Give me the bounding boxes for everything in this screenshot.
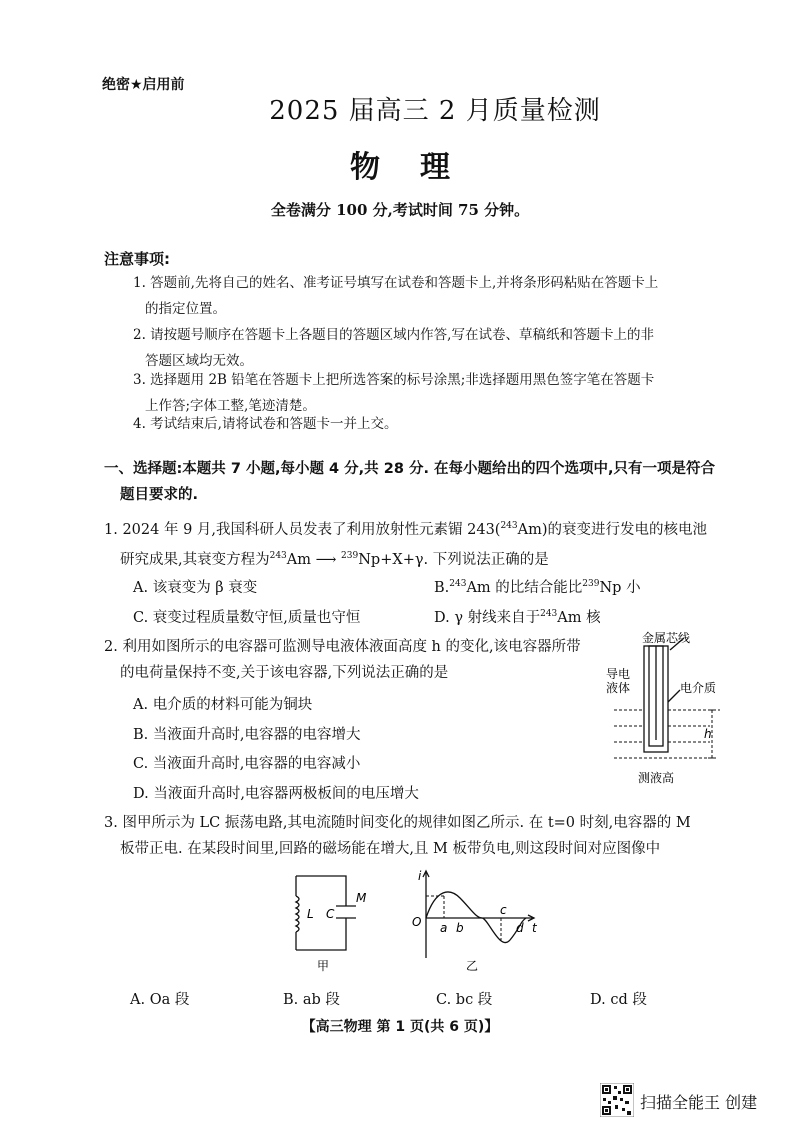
subject-title: 物理 bbox=[350, 150, 490, 185]
q2-option-b: B. 当液面升高时,电容器的电容增大 bbox=[133, 727, 361, 743]
inductor-coil bbox=[296, 896, 299, 932]
page-footer: 【高三物理 第 1 页(共 6 页)】 bbox=[301, 1019, 499, 1035]
exam-title: 2025 届高三 2 月质量检测 bbox=[269, 96, 601, 126]
notice-item-2: 2. 请按题号顺序在答题卡上各题目的答题区域内作答,写在试卷、草稿纸和答题卡上的非 答题区域均无效。 bbox=[133, 327, 654, 369]
svg-text:i: i bbox=[418, 869, 422, 883]
question-1 bbox=[104, 513, 734, 573]
q3-option-a: A. Oa 段 bbox=[130, 992, 190, 1008]
q1-option-a: A. 该衰变为 β 衰变 bbox=[133, 580, 258, 596]
notice-item-4: 4. 考试结束后,请将试卷和答题卡一并上交。 bbox=[133, 416, 398, 432]
svg-text:b: b bbox=[456, 921, 464, 935]
label-liquid-2: 液体 bbox=[606, 681, 631, 695]
label-h: h bbox=[704, 727, 712, 741]
q1-option-c: C. 衰变过程质量数守恒,质量也守恒 bbox=[133, 610, 361, 626]
q3-option-c: C. bc 段 bbox=[436, 992, 493, 1008]
svg-text:c: c bbox=[500, 903, 507, 917]
svg-text:t: t bbox=[532, 921, 537, 935]
q2-option-d: D. 当液面升高时,电容器两极板间的电压增大 bbox=[133, 786, 419, 802]
svg-text:甲: 甲 bbox=[317, 959, 330, 973]
question-2: 2. 利用如图所示的电容器可监测导电液体液面高度 h 的变化,该电容器所带 的电荷量保持不变,关于该电容器,下列说法正确的是 bbox=[104, 639, 581, 681]
svg-text:d: d bbox=[516, 921, 524, 935]
capacitor-liquid-figure bbox=[600, 628, 730, 788]
lc-circuit-figure bbox=[276, 866, 376, 978]
q1-line-2: 研究成果,其衰变方程为$^{243}$Am ⟶ $^{239}$Np+X+γ. 下列说法正确的是 bbox=[120, 551, 549, 568]
q1-line-1: 1. 2024 年 9 月,我国科研人员发表了利用放射性元素镅 243($^{243}$Am)的衰变进行发电的核电池 bbox=[104, 513, 734, 543]
nuclide: $^{243}$Am bbox=[500, 521, 542, 538]
label-metal-core: 金属芯线 bbox=[642, 631, 691, 645]
scanner-brand: 扫描全能王 创建 bbox=[640, 1093, 758, 1112]
svg-text:C: C bbox=[326, 907, 335, 921]
svg-text:a: a bbox=[440, 921, 448, 935]
svg-text:M: M bbox=[356, 891, 367, 905]
svg-text:L: L bbox=[307, 907, 314, 921]
q1-option-d: D. γ 射线来自于$^{243}$Am 核 bbox=[434, 609, 601, 626]
notice-item-1: 1. 答题前,先将自己的姓名、准考证号填写在试卷和答题卡上,并将条形码粘贴在答题卡上 的指定位置。 bbox=[133, 275, 659, 317]
figure-caption: 测液高 bbox=[638, 771, 675, 785]
svg-text:O: O bbox=[412, 915, 422, 929]
qr-code-icon bbox=[600, 1083, 634, 1117]
section-heading: 一、选择题:本题共 7 小题,每小题 4 分,共 28 分. 在每小题给出的四个选项中,只有一项是符合 题目要求的. bbox=[104, 461, 716, 503]
q3-option-b: B. ab 段 bbox=[283, 992, 340, 1008]
notice-item-3: 3. 选择题用 2B 铅笔在答题卡上把所选答案的标号涂黑;非选择题用黑色签字笔在答题卡 上作答;字体工整,笔迹清楚。 bbox=[133, 372, 655, 414]
label-dielectric: 电介质 bbox=[680, 681, 717, 695]
current-time-graph bbox=[404, 866, 544, 978]
q3-option-d: D. cd 段 bbox=[590, 992, 647, 1008]
q2-option-c: C. 当液面升高时,电容器的电容减小 bbox=[133, 756, 361, 772]
q2-option-a: A. 电介质的材料可能为铜块 bbox=[133, 697, 313, 713]
question-3: 3. 图甲所示为 LC 振荡电路,其电流随时间变化的规律如图乙所示. 在 t=0 时刻,电容器的 M 板带正电. 在某段时间里,回路的磁场能在增大,且 M 板带负电,则这段时间对应图像中 bbox=[104, 815, 691, 857]
notice-heading: 注意事项: bbox=[104, 250, 170, 268]
q1-option-b: B.$^{243}$Am 的比结合能比$^{239}$Np 小 bbox=[434, 579, 641, 596]
exam-info: 全卷满分 100 分,考试时间 75 分钟。 bbox=[270, 201, 530, 219]
svg-text:乙: 乙 bbox=[466, 959, 479, 973]
label-liquid-1: 导电 bbox=[606, 667, 631, 681]
confidential-label: 绝密★启用前 bbox=[102, 77, 185, 93]
